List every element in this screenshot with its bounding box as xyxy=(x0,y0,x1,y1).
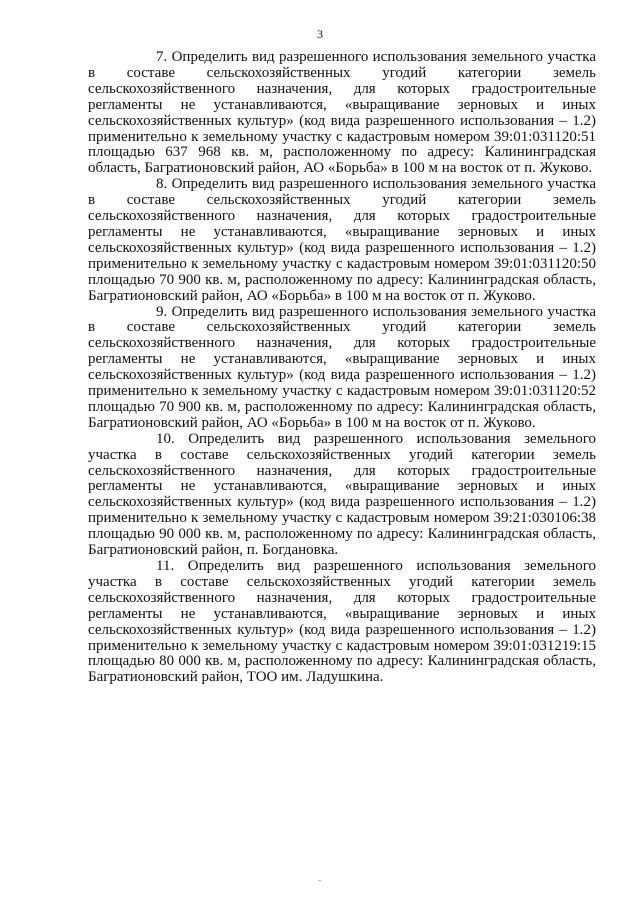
paragraph-text: Определить вид разрешенного использования земельного участка в составе сельскохозяйственных угодий категории земель сельскохозяйственного назначения, для которых градостроительные регламенты не устанавливаются, «выращивание зерновых и иных сельскохозяйственных культур» (код вида разрешенного использования – 1.2) применительно к земельному участку с кадастровым номером 39:01:031120:50 площадью 70 900 кв. м, расположенному по адресу: Калининградская область, Багратионовский район, АО «Борьба» в 100 м на восток от п. Жуково. xyxy=(88,176,597,304)
page-number: 3 xyxy=(317,27,323,41)
paragraph-7 xyxy=(88,50,596,177)
paragraph-8 xyxy=(88,177,596,304)
paragraph-number: 9. xyxy=(156,303,168,320)
paragraph-number: 7. xyxy=(156,49,168,65)
paragraph-9 xyxy=(88,305,596,432)
paragraph-number: 10. xyxy=(156,430,175,447)
paragraph-10 xyxy=(88,432,596,559)
document-body xyxy=(88,50,596,686)
paragraph-number: 8. xyxy=(156,176,168,193)
paragraph-text: Определить вид разрешенного использования земельного участка в составе сельскохозяйственных угодий категории земель сельскохозяйственного назначения, для которых градостроительные регламенты не устанавливаются, «выращивание зерновых и иных сельскохозяйственных культур» (код вида разрешенного использования – 1.2) применительно к земельному участку с кадастровым номером 39:21:030106:38 площадью 90 000 кв. м, расположенному по адресу: Калининградская область, Багратионовский район, п. Богдановка. xyxy=(88,430,596,559)
paragraph-number: 11. xyxy=(156,558,175,574)
scan-speck xyxy=(318,880,321,881)
paragraph-text: Определить вид разрешенного использования земельного участка в составе сельскохозяйственных угодий категории земель сельскохозяйственного назначения, для которых градостроительные регламенты не устанавливаются, «выращивание зерновых и иных сельскохозяйственных культур» (код вида разрешенного использования – 1.2) применительно к земельному участку с кадастровым номером 39:01:031219:15 площадью 80 000 кв. м, расположенному по адресу: Калининградская область, Багратионовский район, ТОО им. Ладушкина. xyxy=(88,558,596,686)
paragraph-text: Определить вид разрешенного использования земельного участка в составе сельскохозяйственных угодий категории земель сельскохозяйственного назначения, для которых градостроительные регламенты не устанавливаются, «выращивание зерновых и иных сельскохозяйственных культур» (код вида разрешенного использования – 1.2) применительно к земельному участку с кадастровым номером 39:01:031120:52 площадью 70 900 кв. м, расположенному по адресу: Калининградская область, Багратионовский район, АО «Борьба» в 100 м на восток от п. Жуково. xyxy=(88,303,597,431)
paragraph-11 xyxy=(88,559,596,686)
paragraph-text: Определить вид разрешенного использования земельного участка в составе сельскохозяйственных угодий категории земель сельскохозяйственного назначения, для которых градостроительные регламенты не устанавливаются, «выращивание зерновых и иных сельскохозяйственных культур» (код вида разрешенного использования – 1.2) применительно к земельному участку с кадастровым номером 39:01:031120:51 площадью 637 968 кв. м, расположенному по адресу: Калининградская область, Багратионовский район, АО «Борьба» в 100 м на восток от п. Жуково. xyxy=(88,49,597,177)
